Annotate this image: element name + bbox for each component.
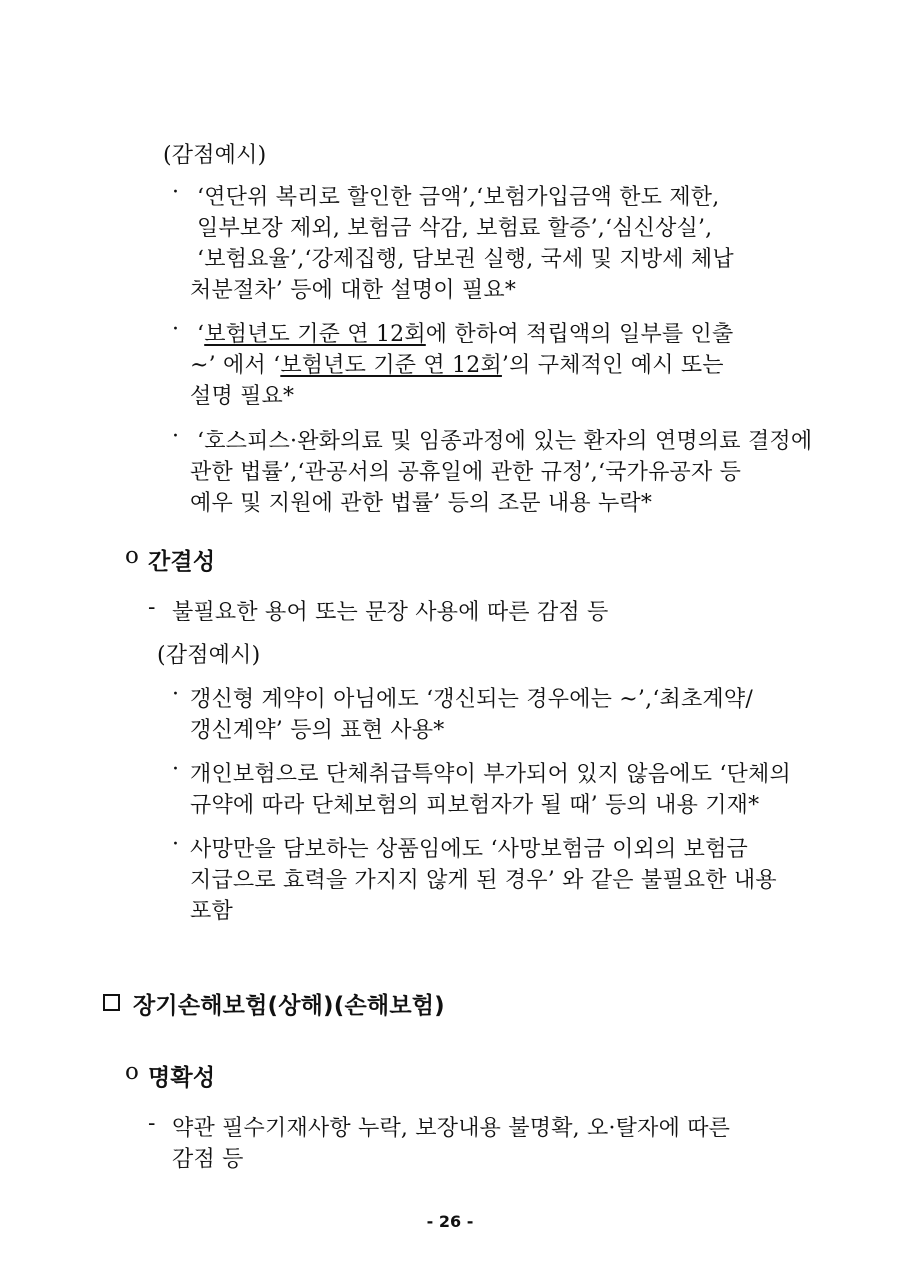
section-title: 장기손해보험(상해)(손해보험) [133, 993, 445, 1019]
underlined-phrase: 보험년도 기준 연 12회 [204, 322, 426, 347]
example-label: (감점예시) [163, 143, 267, 168]
section-description: 불필요한 용어 또는 문장 사용에 따른 감점 등 [172, 600, 609, 625]
list-item-line: 일부보장 제외, 보험금 삭감, 보험료 할증’,‘심신상실’, [197, 216, 713, 241]
section-title: 간결성 [148, 549, 216, 575]
list-item-line: 처분절차’ 등에 대한 설명이 필요* [190, 278, 517, 303]
dash-marker: - [148, 595, 156, 620]
page-number: - 26 - [426, 1212, 474, 1231]
bullet: · [172, 682, 180, 707]
list-item-line: 갱신형 계약이 아님에도 ‘갱신되는 경우에는 ~’,‘최초계약/ [190, 687, 753, 712]
list-item-line: 지급으로 효력을 가지지 않게 된 경우’ 와 같은 불필요한 내용 [190, 868, 777, 893]
section-title: 명확성 [148, 1065, 216, 1091]
list-item-line: 포함 [190, 899, 233, 924]
list-item-line: ‘보험년도 기준 연 12회에 한하여 적립액의 일부를 인출 [197, 322, 734, 347]
section-description: 감점 등 [172, 1147, 244, 1172]
list-item-line: ‘보험요율’,‘강제집행, 담보권 실행, 국세 및 지방세 체납 [197, 247, 734, 272]
list-item-line: 갱신계약’ 등의 표현 사용* [190, 718, 445, 743]
example-label: (감점예시) [157, 643, 261, 668]
list-item-line: ‘호스피스·완화의료 및 임종과정에 있는 환자의 연명의료 결정에 [197, 429, 813, 454]
bullet: · [172, 180, 180, 205]
section-marker: o [125, 543, 140, 569]
section-description: 약관 필수기재사항 누락, 보장내용 불명확, 오·탈자에 따른 [172, 1116, 731, 1141]
bullet: · [172, 757, 180, 782]
list-item-line: 사망만을 담보하는 상품임에도 ‘사망보험금 이외의 보험금 [190, 837, 749, 862]
list-item-line: 규약에 따라 단체보험의 피보험자가 될 때’ 등의 내용 기재* [190, 793, 760, 818]
list-item-line: 예우 및 지원에 관한 법률’ 등의 조문 내용 누락* [190, 491, 653, 516]
list-item-line: ‘연단위 복리로 할인한 금액’,‘보험가입금액 한도 제한, [197, 185, 720, 210]
bullet: · [172, 832, 180, 857]
list-item-line: ~’ 에서 ‘보험년도 기준 연 12회’의 구체적인 예시 또는 [190, 353, 724, 378]
list-item-line: 개인보험으로 단체취급특약이 부가되어 있지 않음에도 ‘단체의 [190, 762, 791, 787]
underlined-phrase: 보험년도 기준 연 12회 [280, 353, 502, 378]
bullet: · [172, 317, 180, 342]
dash-marker: - [148, 1111, 156, 1136]
bullet: · [172, 424, 180, 449]
section-marker: o [125, 1059, 140, 1085]
list-item-line: 설명 필요* [190, 384, 295, 409]
list-item-line: 관한 법률’,‘관공서의 공휴일에 관한 규정’,‘국가유공자 등 [190, 460, 742, 485]
checkbox-icon [103, 994, 120, 1011]
